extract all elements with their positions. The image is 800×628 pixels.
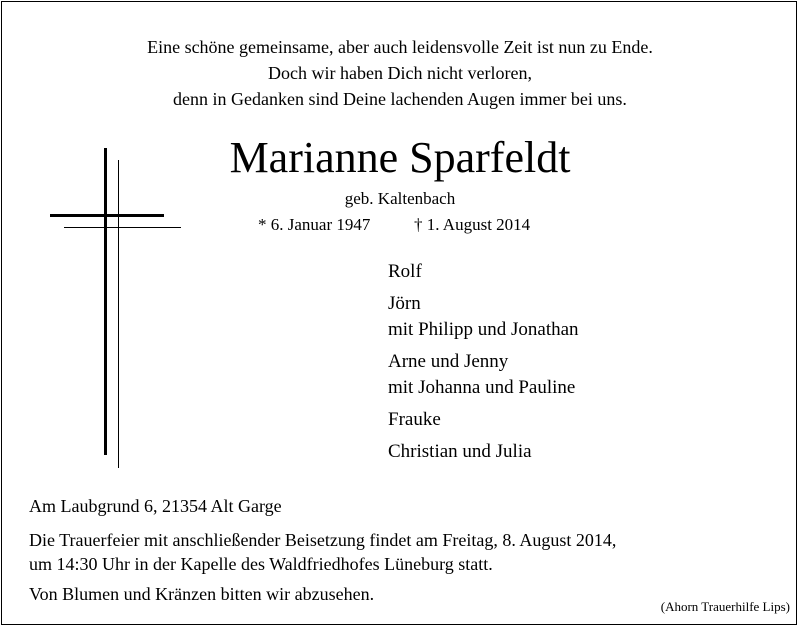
poem-line: denn in Gedanken sind Deine lachenden Augen immer bei uns. bbox=[173, 89, 627, 109]
funeral-home-credit: (Ahorn Trauerhilfe Lips) bbox=[660, 599, 790, 614]
flowers-note: Von Blumen und Kränzen bitten wir abzusehen. bbox=[29, 584, 375, 604]
poem-line: Doch wir haben Dich nicht verloren, bbox=[268, 63, 532, 83]
address: Am Laubgrund 6, 21354 Alt Garge bbox=[29, 496, 282, 516]
family-member bbox=[388, 291, 579, 343]
family-member-line: Christian und Julia bbox=[388, 441, 532, 462]
family-member-line: Frauke bbox=[388, 409, 441, 430]
family-member-line: mit Philipp und Jonathan bbox=[388, 319, 579, 340]
deceased-name: Marianne Sparfeldt bbox=[229, 133, 571, 182]
family-member-line: Arne und Jenny bbox=[388, 351, 509, 372]
family-member bbox=[388, 407, 579, 433]
birth-date: * 6. Januar 1947 bbox=[258, 215, 371, 234]
cross-horizontal-thin bbox=[64, 227, 181, 228]
cross-vertical-thin bbox=[118, 160, 119, 468]
service-line: Die Trauerfeier mit anschließender Beisetzung findet am Freitag, 8. August 2014, bbox=[29, 530, 617, 550]
family-member bbox=[388, 259, 579, 285]
service-line: um 14:30 Uhr in der Kapelle des Waldfriedhofes Lüneburg statt. bbox=[29, 554, 493, 574]
family-member-line: mit Johanna und Pauline bbox=[388, 377, 576, 398]
maiden-name: geb. Kaltenbach bbox=[344, 189, 456, 208]
family-member-line: Rolf bbox=[388, 261, 422, 282]
death-date: † 1. August 2014 bbox=[414, 215, 531, 234]
poem-line: Eine schöne gemeinsame, aber auch leidensvolle Zeit ist nun zu Ende. bbox=[147, 37, 653, 57]
poem bbox=[0, 34, 800, 112]
cross-horizontal-bold bbox=[50, 214, 164, 217]
family-member-line: Jörn bbox=[388, 293, 421, 314]
family-list bbox=[388, 259, 579, 471]
family-member bbox=[388, 349, 579, 401]
cross-vertical-bold bbox=[104, 148, 107, 455]
family-member bbox=[388, 439, 579, 465]
